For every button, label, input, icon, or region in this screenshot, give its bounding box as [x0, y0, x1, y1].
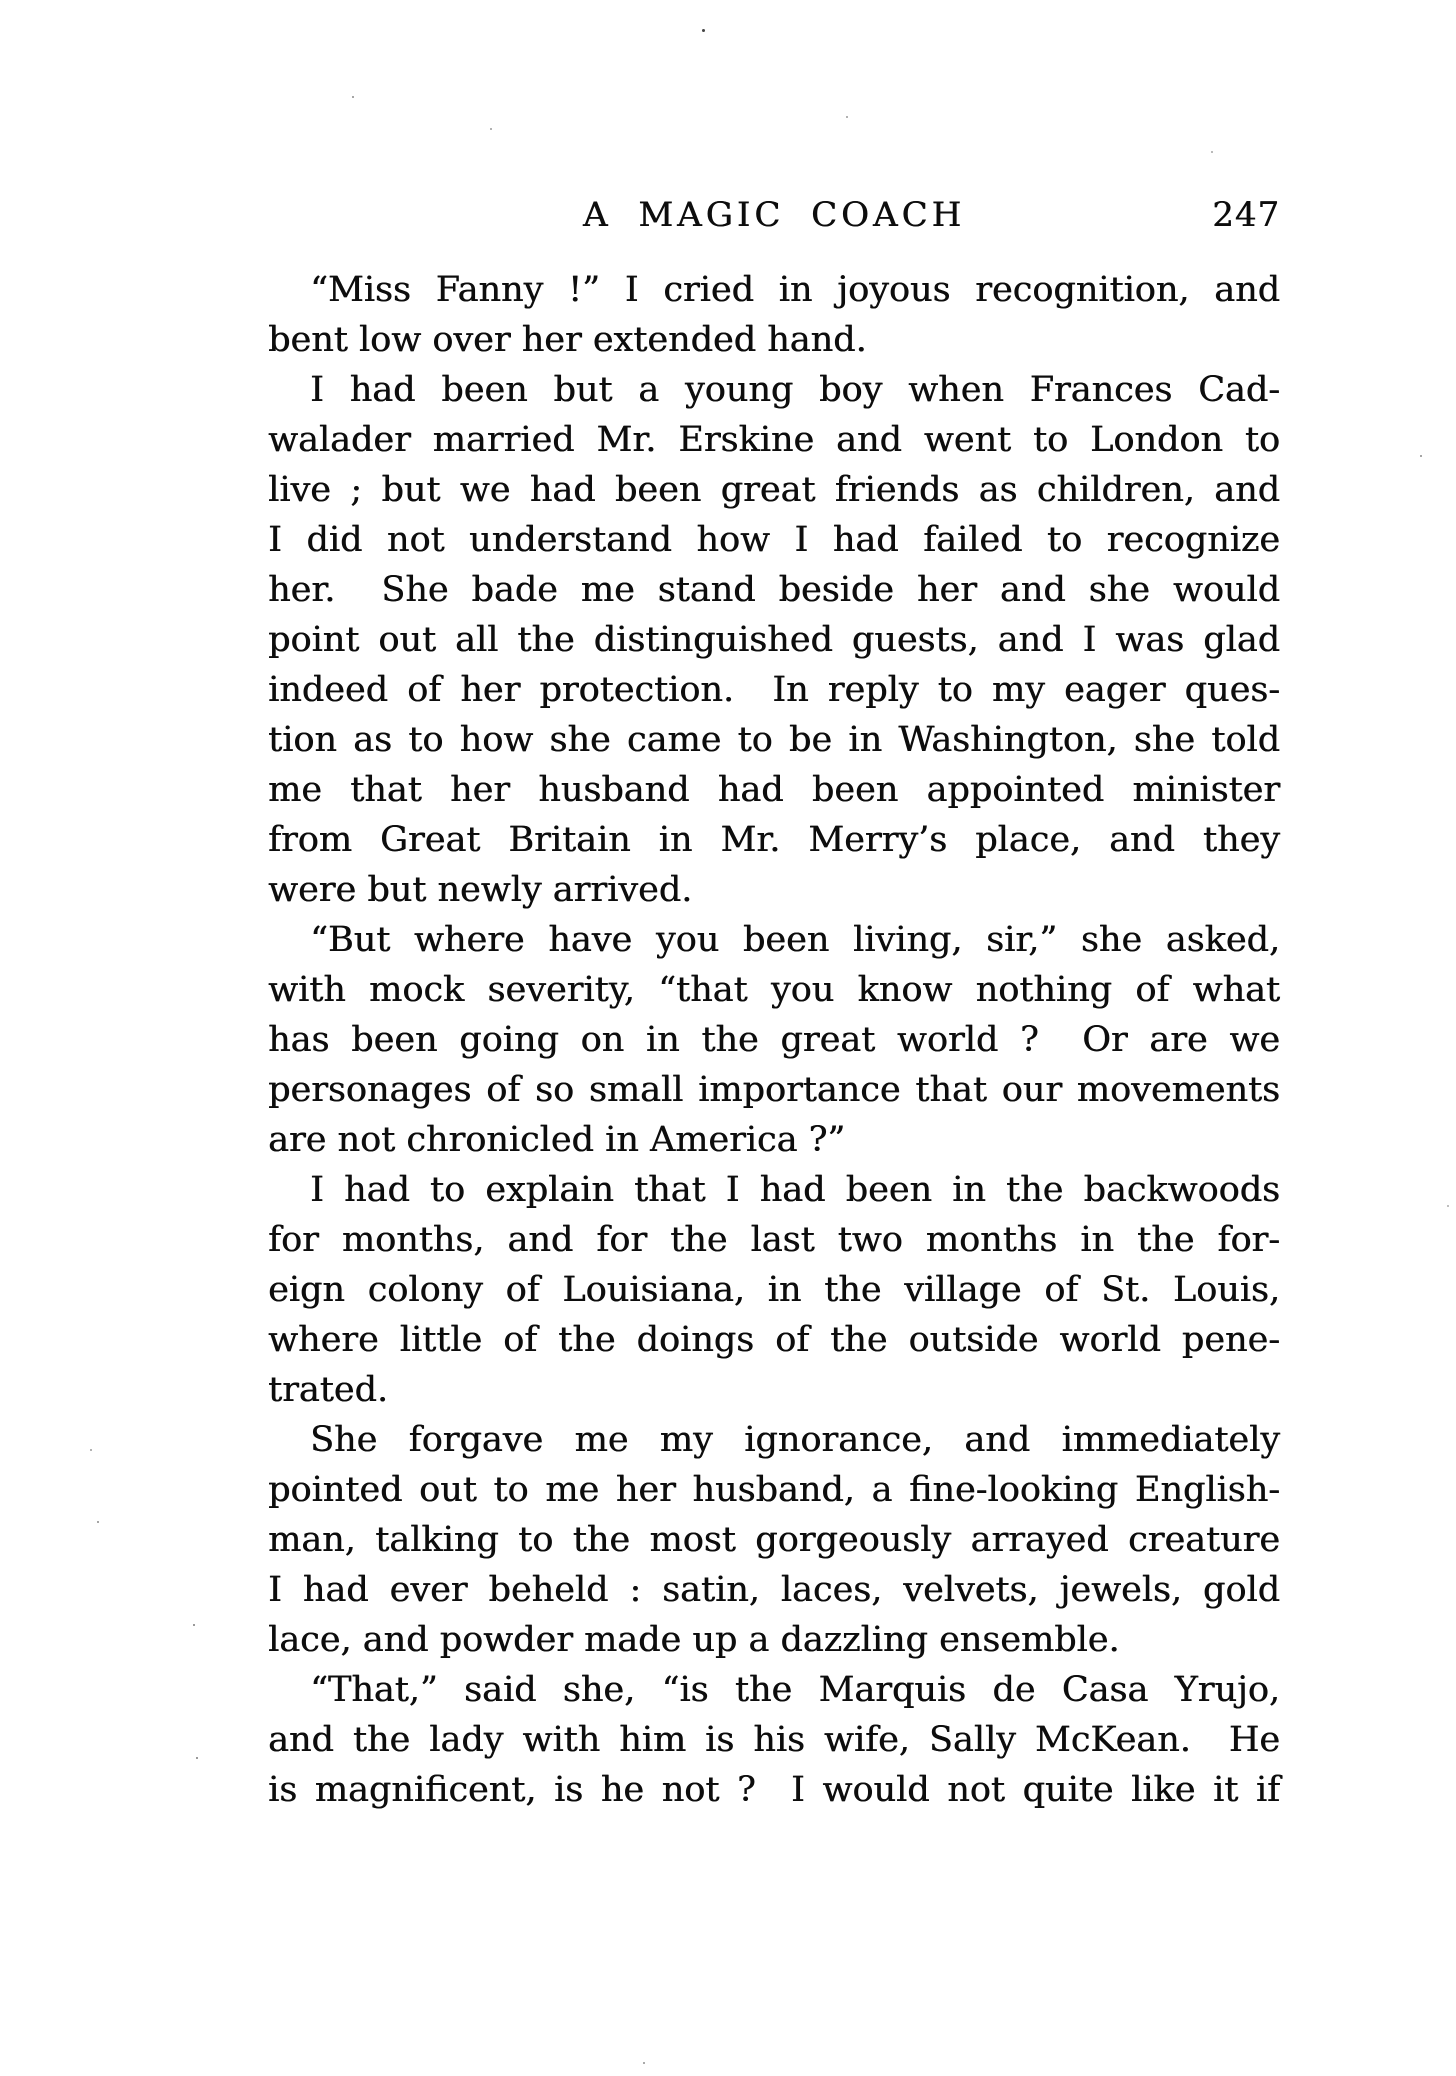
text-line: has been going on in the great world ? Or are we	[268, 1020, 1280, 1060]
text-line: with mock severity, “that you know nothing of what	[268, 970, 1280, 1010]
scan-speck	[193, 1624, 195, 1626]
scan-speck	[352, 96, 354, 98]
text-line: I had been but a young boy when Frances Cad-	[310, 370, 1280, 410]
page-header	[268, 193, 1280, 237]
scan-speck	[702, 29, 705, 32]
page-number: 247	[1212, 195, 1280, 235]
text-line: live ; but we had been great friends as children, and	[268, 470, 1280, 510]
text-line: point out all the distinguished guests, and I was glad	[268, 620, 1280, 660]
scan-speck	[1420, 455, 1422, 457]
paragraph	[268, 1665, 1280, 1815]
paragraph	[268, 915, 1280, 1165]
text-line: eign colony of Louisiana, in the village of St. Louis,	[268, 1270, 1280, 1310]
text-line: are not chronicled in America ?”	[268, 1120, 846, 1160]
text-line: bent low over her extended hand.	[268, 320, 867, 360]
text-line: for months, and for the last two months in the for-	[268, 1220, 1280, 1260]
scan-speck	[90, 1449, 92, 1451]
text-line: personages of so small importance that our movements	[268, 1070, 1280, 1110]
running-title: A MAGIC COACH	[582, 195, 966, 235]
text-line: I did not understand how I had failed to recognize	[268, 520, 1280, 560]
scan-speck	[643, 2062, 645, 2064]
text-line: “But where have you been living, sir,” she asked,	[310, 920, 1280, 960]
text-line: I had to explain that I had been in the backwoods	[310, 1170, 1280, 1210]
text-line: “Miss Fanny !” I cried in joyous recognition, and	[310, 270, 1280, 310]
text-line: and the lady with him is his wife, Sally McKean. He	[268, 1720, 1280, 1760]
scan-speck	[1211, 151, 1213, 153]
text-line: walader married Mr. Erskine and went to London to	[268, 420, 1280, 460]
scan-speck	[846, 116, 848, 118]
paragraph	[268, 265, 1280, 365]
text-line: indeed of her protection. In reply to my eager ques-	[268, 670, 1280, 710]
scan-speck	[1447, 1205, 1449, 1207]
text-line: She forgave me my ignorance, and immediately	[310, 1420, 1280, 1460]
text-line: tion as to how she came to be in Washington, she told	[268, 720, 1280, 760]
scan-speck	[490, 128, 492, 130]
text-line: from Great Britain in Mr. Merry’s place, and they	[268, 820, 1280, 860]
paragraph	[268, 1415, 1280, 1665]
text-line: where little of the doings of the outside world pene-	[268, 1320, 1280, 1360]
scan-speck	[196, 1757, 198, 1759]
text-line: is magnificent, is he not ? I would not quite like it if	[268, 1770, 1280, 1810]
text-line: were but newly arrived.	[268, 870, 693, 910]
paragraph	[268, 1165, 1280, 1415]
text-line: I had ever beheld : satin, laces, velvets, jewels, gold	[268, 1570, 1280, 1610]
text-line: me that her husband had been appointed minister	[268, 770, 1280, 810]
text-line: lace, and powder made up a dazzling ensemble.	[268, 1620, 1120, 1660]
paragraph	[268, 365, 1280, 915]
text-line: her. She bade me stand beside her and she would	[268, 570, 1280, 610]
text-line: pointed out to me her husband, a fine-looking English-	[268, 1470, 1280, 1510]
page-body	[268, 265, 1280, 1815]
text-line: “That,” said she, “is the Marquis de Casa Yrujo,	[310, 1670, 1280, 1710]
text-line: man, talking to the most gorgeously arrayed creature	[268, 1520, 1280, 1560]
scan-speck	[97, 1521, 99, 1523]
text-line: trated.	[268, 1370, 388, 1410]
